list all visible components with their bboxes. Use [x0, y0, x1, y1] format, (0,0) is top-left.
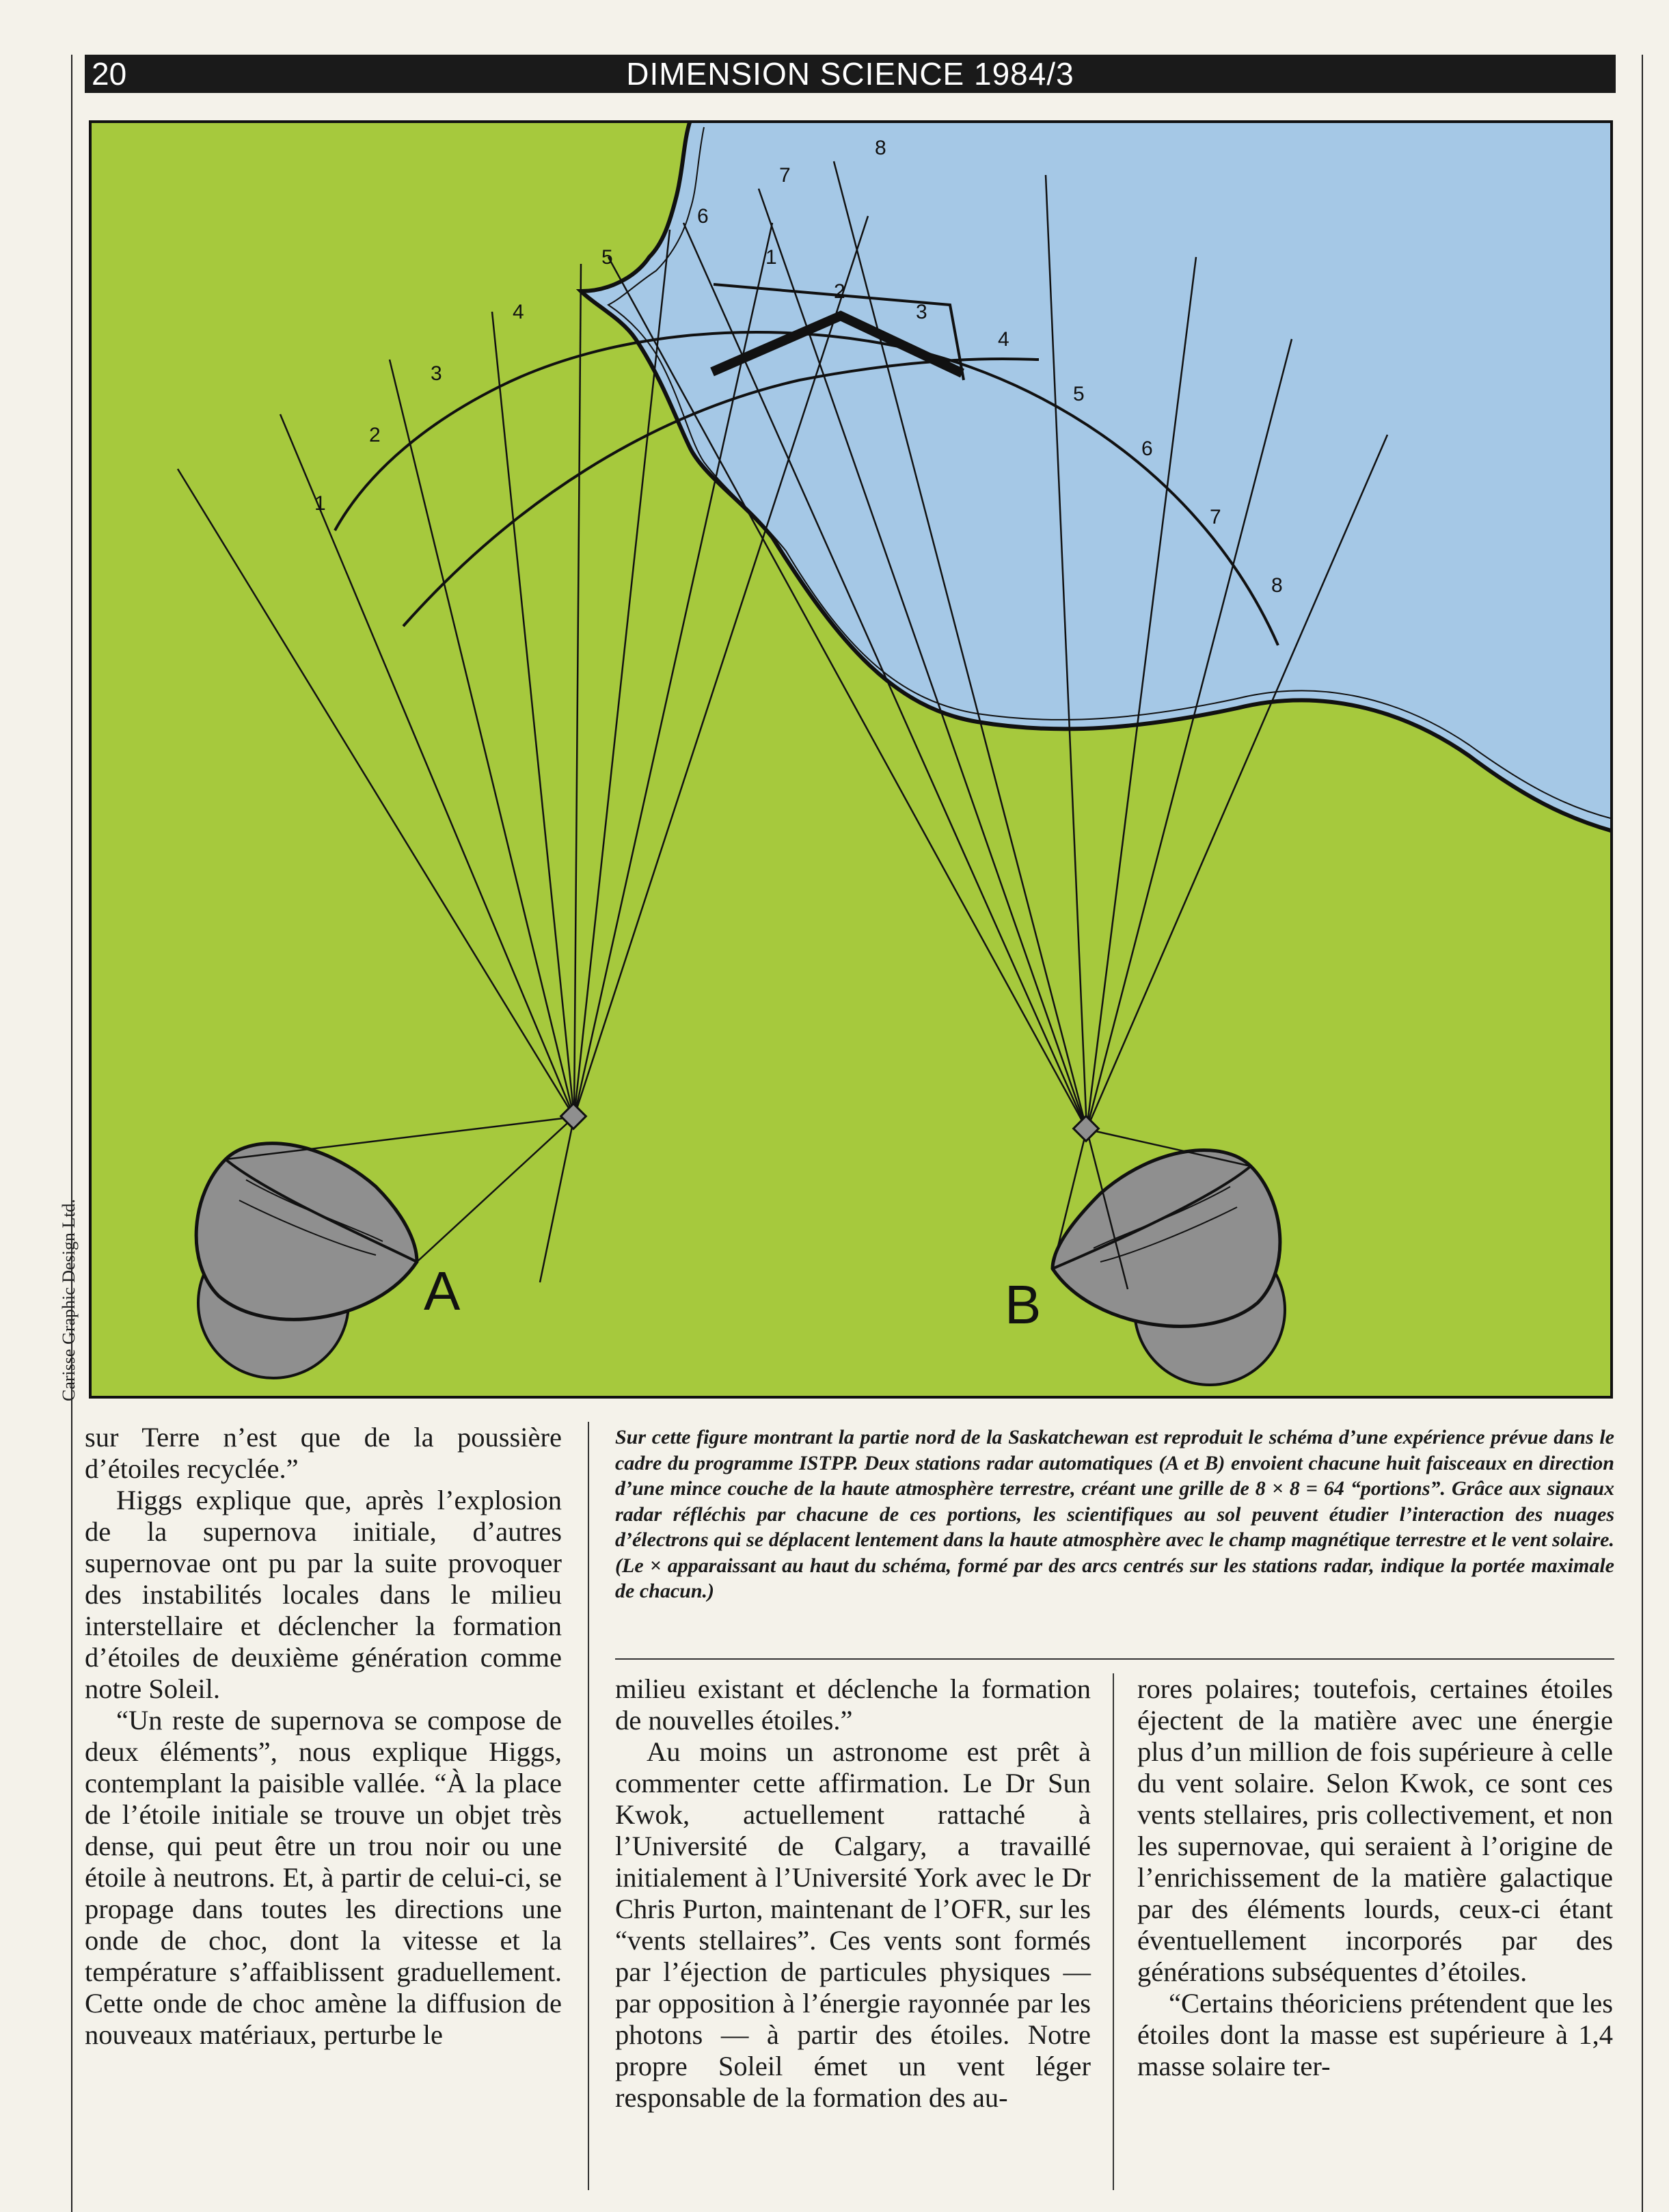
- beam-number-b: 2: [834, 280, 845, 303]
- beam-number-a: 8: [875, 137, 886, 159]
- right-margin-rule: [1642, 55, 1643, 2212]
- beam-number-a: 7: [779, 164, 791, 187]
- paragraph: rores polaires; toutefois, certaines étoiles éjectent de la matière avec une énergie plus d’un million de fois supérieure à celle du vent solaire. Selon Kwok, ce sont ces vents stellaires, pris collectivement, et non les supernovae, qui seraient à l’origine de l’enrichissement de la matière galactique par des éléments lourds, ceux-ci étant éventuellement incorporés par des générations subséquentes d’étoiles.: [1137, 1673, 1613, 1987]
- column-divider-1: [588, 1422, 589, 2190]
- page-header: [85, 55, 1616, 93]
- paragraph: “Un reste de supernova se compose de deux éléments”, nous explique Higgs, contemplant la paisible vallée. “À la place de l’étoile initiale se trouve un objet très dense, qui peut être un trou noir ou une étoile à neutrons. Et, à partir de celui-ci, se propage dans toutes les directions une onde de choc, dont la vitesse et la température s’affaiblissent graduellement. Cette onde de choc amène la diffusion de nouveaux matériaux, perturbe le: [85, 1705, 562, 2050]
- figure-credit: Carisse Graphic Design Ltd.: [59, 1198, 79, 1401]
- beam-number-b: 8: [1271, 574, 1283, 597]
- beam-number-a: 2: [369, 424, 381, 446]
- figure-caption: Sur cette figure montrant la partie nord de la Saskatchewan est reproduit le schéma d’une expérience prévue dans le cadre du programme ISTPP. Deux stations radar automatiques (A et B) envoient chacune huit faisceaux en direction d’une mince couche de la haute atmosphère terrestre, créant une grille de 8 × 8 = 64 “portions”. Grâce aux signaux radar réfléchis par chacune de ces portions, les scientifiques au sol peuvent étudier l’interaction des nuages d’électrons qui se déplacent lentement dans la haute atmosphère avec le champ magnétique terrestre et le vent solaire. (Le × apparaissant au haut du schéma, formé par des arcs centrés sur les stations radar, indique la portée maximale de chacun.): [615, 1426, 1614, 1602]
- beam-number-b: 4: [998, 328, 1009, 351]
- body-column-2: [615, 1673, 1091, 2114]
- left-margin-rule: [71, 55, 72, 2212]
- body-column-3: [1137, 1673, 1613, 2082]
- paragraph: Au moins un astronome est prêt à commenter cette affirmation. Le Dr Sun Kwok, actuellement rattaché à l’Université de Calgary, a travaillé initialement à l’Université York avec le Dr Chris Purton, maintenant de l’OFR, sur les “vents stellaires”. Ces vents sont formés par l’éjection de particules physiques — par opposition à l’énergie rayonnée par les photons — à partir des étoiles. Notre propre Soleil émet un vent léger responsable de la formation des au-: [615, 1736, 1091, 2113]
- beam-number-b: 6: [1141, 437, 1153, 460]
- beam-number-a: 6: [697, 205, 709, 228]
- beam-number-b: 3: [916, 301, 927, 323]
- radar-grid-figure: [89, 120, 1613, 1399]
- station-a-label: A: [424, 1260, 461, 1321]
- publication-title: DIMENSION SCIENCE 1984/3: [626, 56, 1074, 92]
- beam-number-b: 5: [1073, 383, 1085, 405]
- beam-number-b: 7: [1210, 506, 1221, 528]
- body-column-1: [85, 1422, 562, 2051]
- beam-number-a: 5: [601, 246, 613, 269]
- caption-divider: [615, 1658, 1614, 1660]
- beam-number-a: 3: [431, 362, 442, 385]
- paragraph: Higgs explique que, après l’explosion de la supernova initiale, d’autres supernovae ont pu par la suite provoquer des instabilités locales dans le milieu interstellaire et déclencher la formation d’étoiles de deuxième génération comme notre Soleil.: [85, 1485, 562, 1704]
- station-b-label: B: [1005, 1274, 1042, 1335]
- beam-number-b: 1: [765, 246, 777, 269]
- paragraph: “Certains théoriciens prétendent que les étoiles dont la masse est supérieure à 1,4 masse solaire ter-: [1137, 1988, 1613, 2081]
- column-divider-2: [1113, 1673, 1114, 2190]
- paragraph: milieu existant et déclenche la formation de nouvelles étoiles.”: [615, 1673, 1091, 1736]
- page-number: 20: [92, 56, 127, 92]
- beam-number-a: 4: [513, 301, 524, 323]
- paragraph: sur Terre n’est que de la poussière d’étoiles recyclée.”: [85, 1422, 562, 1484]
- beam-number-a: 1: [314, 492, 326, 515]
